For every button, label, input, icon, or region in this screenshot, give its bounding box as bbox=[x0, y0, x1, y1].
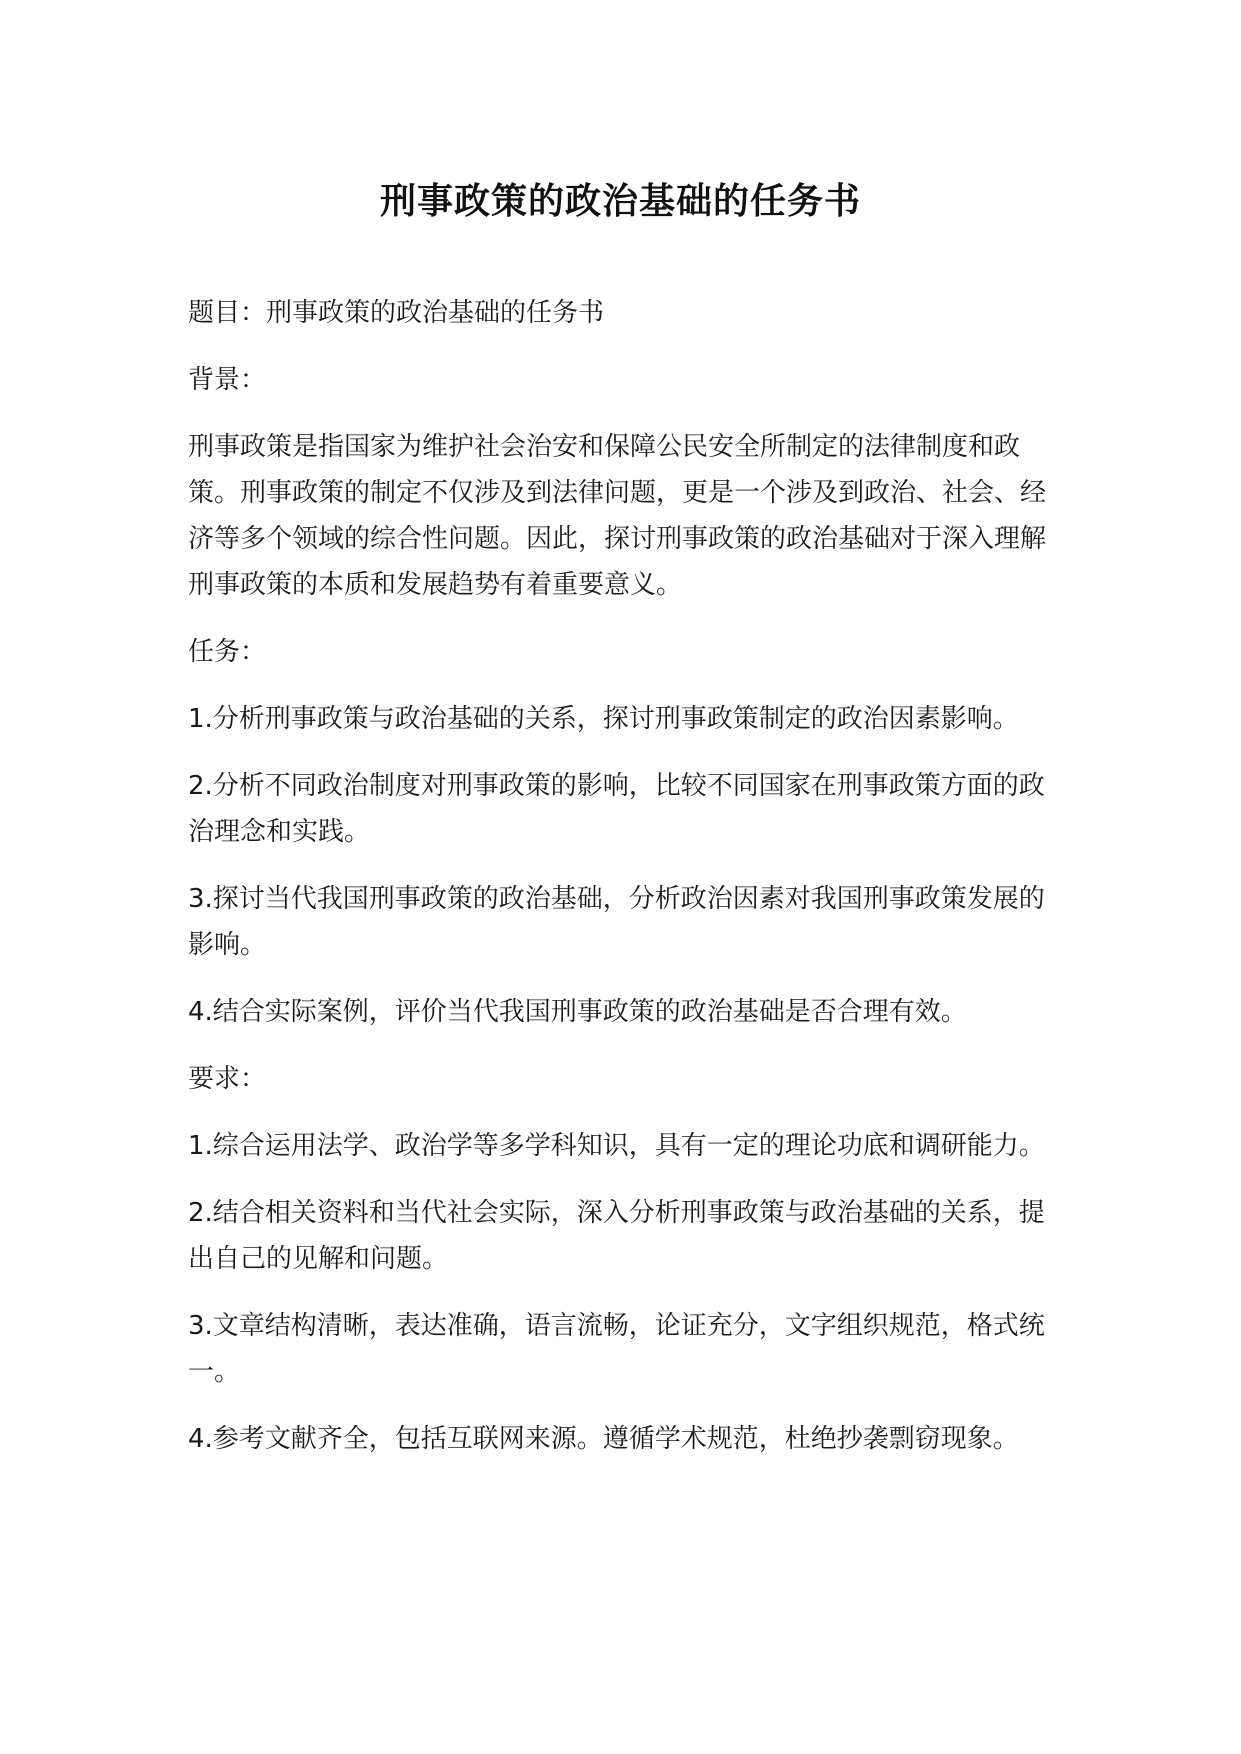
document-title: 刑事政策的政治基础的任务书 bbox=[379, 181, 861, 222]
requirement-item-3: 3.文章结构清晰，表达准确，语言流畅，论证充分，文字组织规范，格式统一。 bbox=[188, 1311, 1045, 1387]
task-item-1: 1.分析刑事政策与政治基础的关系，探讨刑事政策制定的政治因素影响。 bbox=[188, 704, 1019, 734]
task-item-2: 2.分析不同政治制度对刑事政策的影响，比较不同国家在刑事政策方面的政治理念和实践。 bbox=[188, 771, 1045, 847]
requirement-item-1: 1.综合运用法学、政治学等多学科知识，具有一定的理论功底和调研能力。 bbox=[188, 1131, 1045, 1161]
document-body bbox=[188, 290, 1068, 1483]
section-heading-requirements: 要求： bbox=[188, 1064, 267, 1094]
requirement-item-2: 2.结合相关资料和当代社会实际，深入分析刑事政策与政治基础的关系，提出自己的见解和问题。 bbox=[188, 1198, 1045, 1274]
background-paragraph: 刑事政策是指国家为维护社会治安和保障公民安全所制定的法律制度和政策。刑事政策的制定不仅涉及到法律问题，更是一个涉及到政治、社会、经济等多个领域的综合性问题。因此，探讨刑事政策的政治基础对于深入理解刑事政策的本质和发展趋势有着重要意义。 bbox=[188, 432, 1047, 600]
task-item-4: 4.结合实际案例，评价当代我国刑事政策的政治基础是否合理有效。 bbox=[188, 997, 967, 1027]
subject-line: 题目：刑事政策的政治基础的任务书 bbox=[188, 298, 605, 328]
task-item-3: 3.探讨当代我国刑事政策的政治基础，分析政治因素对我国刑事政策发展的影响。 bbox=[188, 884, 1045, 960]
section-heading-background: 背景： bbox=[188, 365, 267, 395]
requirement-item-4: 4.参考文献齐全，包括互联网来源。遵循学术规范，杜绝抄袭剽窃现象。 bbox=[188, 1424, 1019, 1454]
section-heading-tasks: 任务： bbox=[188, 637, 267, 667]
